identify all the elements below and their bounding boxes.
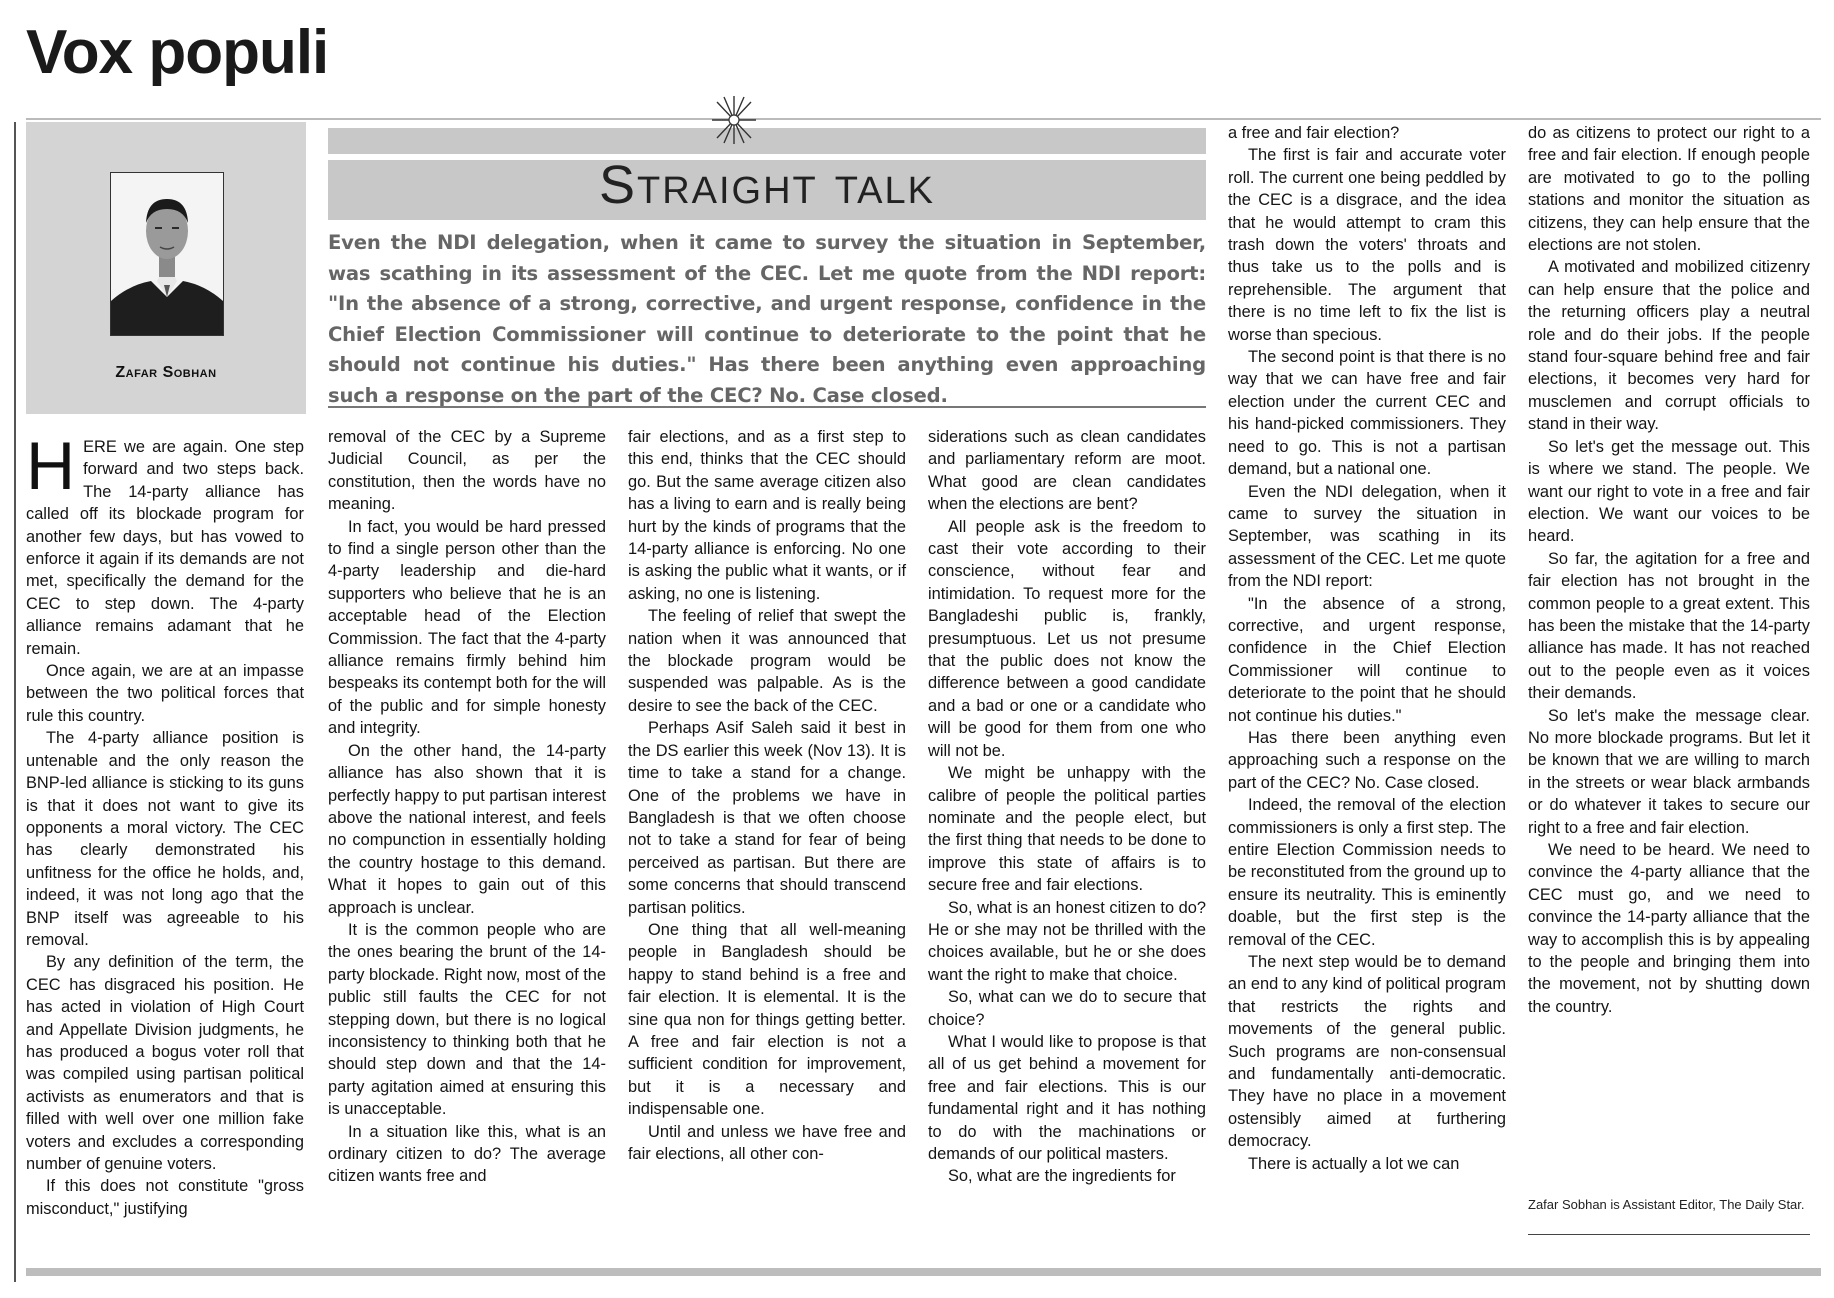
paragraph: a free and fair election? [1228,124,1400,142]
paragraph: So, what are the ingredients for [948,1167,1176,1186]
paragraph: There is actually a lot we can [1248,1154,1460,1173]
paragraph: So let's get the message out. This is where we stand. The people. We want our right to vote in a free and fair election. We want our voices to be heard. [1528,437,1810,546]
author-tagline: Zafar Sobhan is Assistant Editor, The Daily Star. [1528,1197,1805,1212]
paragraph: do as citizens to protect our right to a free and fair election. If enough people are motivated to go to the polling stations and monitor the situation as citizens, they can help ensure that the elections are not stolen. [1528,124,1810,255]
paragraph: What I would like to propose is that all of us get behind a movement for free and fair elections. This is our fundamental right and it has nothing to do with the machinations or demands of our political masters. [928,1032,1206,1163]
drop-cap: H [26,428,76,504]
tagline-rule [1528,1234,1810,1235]
paragraph: In a situation like this, what is an ordinary citizen to do? The average citizen wants free and [328,1122,606,1186]
article-column-4 [928,426,1206,1188]
paragraph: It is the common people who are the ones bearing the brunt of the 14-party blockade. Right now, most of the public still faults the CEC for not stepping down, but there is no logical inconsistency to thinking both that he should step down and that the 14-party agitation aimed at ensuring this is unacceptable. [328,920,606,1119]
paragraph: By any definition of the term, the CEC has disgraced his position. He has acted in violation of High Court and Appellate Division judgments, he has produced a bogus voter roll that was compiled using partisan political activists as enumerators and that is filled with well over one million fake voters and excludes a corresponding number of genuine voters. [26,953,304,1173]
paragraph: On the other hand, the 14-party alliance has also shown that it is perfectly happy to put partisan interest above the national interest, and feels no compunction in essentially holding the country hostage to this demand. What it hopes to gain out of this approach is unclear. [328,741,606,917]
paragraph: So, what can we do to secure that choice? [928,988,1206,1029]
paragraph: One thing that all well-meaning people in Bangladesh should be happy to stand behind is a free and fair election. It is elemental. It is the sine qua non for things getting better. A free and fair election is not a sufficient condition for improvement, but it is a necessary and indispensable one. [628,920,906,1119]
paragraph: Indeed, the removal of the election commissioners is only a first step. The entire Election Commission needs to be reconstituted from the ground up to ensure its neutrality. This is eminently doable, but the first step is the removal of the CEC. [1228,796,1506,949]
paragraph: The second point is that there is no way that we can have free and fair election under the current CEC and his hand-picked commissioners. They need to go. This is not a partisan demand, but a national one. [1228,348,1506,479]
article-column-2 [328,426,606,1188]
paragraph: If this does not constitute "gross misconduct," justifying [26,1177,304,1218]
author-photo [111,173,223,335]
paragraph: In fact, you would be hard pressed to find a single person other than the 4-party leadership and die-hard supporters who believe that he is an acceptable head of the Election Commission. The fact that the 4-party alliance remains firmly behind him bespeaks its contempt both for the will of the public and for simple honesty and integrity. [328,517,606,738]
column-title: Straight talk [598,155,935,215]
article-column-5 [1228,122,1506,1175]
author-box [26,122,306,414]
column-banner [328,128,1206,220]
paragraph [26,428,304,660]
page-title: Vox populi [26,18,329,87]
paragraph: A motivated and mobilized citizenry can help ensure that the police and the returning officers play a neutral role and do their jobs. If the people stand four-square behind free and fair elections, it becomes very hard for musclemen and corrupt officials to stand in their way. [1528,258,1810,434]
paragraph: "In the absence of a strong, corrective, and urgent response, confidence in the Chief Election Commissioner will continue to deteriorate to the point that he should not continue his duties." [1228,594,1506,725]
paragraph: Even the NDI delegation, when it came to survey the situation in September, was scathing in its assessment of the CEC. Let me quote from the NDI report: [1228,482,1506,591]
paragraph: The next step would be to demand an end to any kind of political program that restricts the rights and movements of the general public. Such programs are non-consensual and fundamentally anti-democratic. They have no place in a movement ostensibly aimed at furthering democracy. [1228,953,1506,1151]
paragraph: So let's make the message clear. No more blockade programs. But let it be known that we are willing to march in the streets or wear black armbands or do whatever it takes to secure our right to a free and fair election. [1528,706,1810,837]
author-portrait-icon [110,172,224,336]
paragraph: Perhaps Asif Saleh said it best in the DS earlier this week (Nov 13). It is time to take a stand for a change. One of the problems we have in Bangladesh is that we often choose not to take a stand for fear of being perceived as partisan. But there are some concerns that should transcend partisan politics. [628,719,906,917]
article-column-3 [628,426,906,1165]
paragraph: Once again, we are at an impasse between the two political forces that rule this country. [26,662,304,725]
top-divider [26,118,1821,120]
left-margin-rule [14,122,16,1282]
paragraph: Has there been anything even approaching such a response on the part of the CEC? No. Case closed. [1228,728,1506,792]
author-name: Zafar Sobhan [115,364,217,381]
pull-quote-rule [328,406,1206,408]
article-column-6 [1528,122,1810,1018]
paragraph: So, what is an honest citizen to do? He or she may not be thrilled with the choices available, but he or she does want the right to make that choice. [928,898,1206,984]
paragraph: Until and unless we have free and fair elections, all other con- [628,1122,906,1163]
paragraph: siderations such as clean candidates and parliamentary reform are moot. What good are clean candidates when the elections are bent? [928,428,1206,514]
paragraph: removal of the CEC by a Supreme Judicial Council, as per the constitution, then the words have no meaning. [328,428,606,514]
paragraph: We might be unhappy with the calibre of people the political parties nominate and the people elect, but the first thing that needs to be done to improve this state of affairs is to secure free and fair elections. [928,764,1206,895]
paragraph: So far, the agitation for a free and fair election has not brought in the common people to a great extent. This has been the mistake that the 14-party alliance has made. It has not reached out to the people even as it voices their demands. [1528,549,1810,703]
paragraph: The 4-party alliance position is untenable and the only reason the BNP-led alliance is sticking to its guns is that it does not want to give its opponents a moral victory. The CEC has clearly demonstrated his unfitness for the office he holds, and, indeed, it was not long ago that the BNP itself was agreeable to his removal. [26,729,304,949]
paragraph: All people ask is the freedom to cast their vote according to their conscience, without fear and intimidation. To request more for the Bangladeshi public is, frankly, presumptuous. Let us not presume that the public does not know the difference between a good candidate and a bad or one or a candidate who will be good for them from one who will not be. [928,517,1206,760]
bottom-divider [26,1268,1821,1276]
paragraph: We need to be heard. We need to convince the 4-party alliance that the CEC must go, and we need to convince the 14-party alliance that the way to accomplish this is by appealing to the people and bringing them into the movement, not by shutting down the country. [1528,841,1810,1016]
paragraph-text: ERE we are again. One step forward and two steps back. The 14-party alliance has called off its blockade program for another few days, but has vowed to enforce it again if its demands are not met, specifically the demand for the CEC to step down. The 4-party alliance remains adamant that he remain. [26,438,304,658]
article-column-1 [26,428,304,1220]
paragraph: The first is fair and accurate voter roll. The current one being peddled by the CEC is a disgrace, and the idea that he would attempt to cram this trash down the voters' throats and thus take us to the polls and is reprehensible. The argument that there is no time left to fix the list is worse than specious. [1228,146,1506,344]
starburst-icon [712,96,756,144]
paragraph: fair elections, and as a first step to this end, thinks that the CEC should go. But the same average citizen also has a living to earn and is really being hurt by the kinds of programs that the 14-party alliance is enforcing. No one is asking the public what it wants, or if asking, no one is listening. [628,428,906,603]
paragraph: The feeling of relief that swept the nation when it was announced that the blockade program would be suspended was palpable. As is the desire to see the back of the CEC. [628,607,906,715]
pull-quote: Even the NDI delegation, when it came to survey the situation in September, was scathing in its assessment of the CEC. Let me quote from the NDI report: "In the absence of a strong, corrective, and urgent response, confidence in the Chief Election Commissioner will continue to deteriorate to the point that he should not continue his duties." Has there been anything even approaching such a response on the part of the CEC? No. Case closed. [328,231,1206,407]
